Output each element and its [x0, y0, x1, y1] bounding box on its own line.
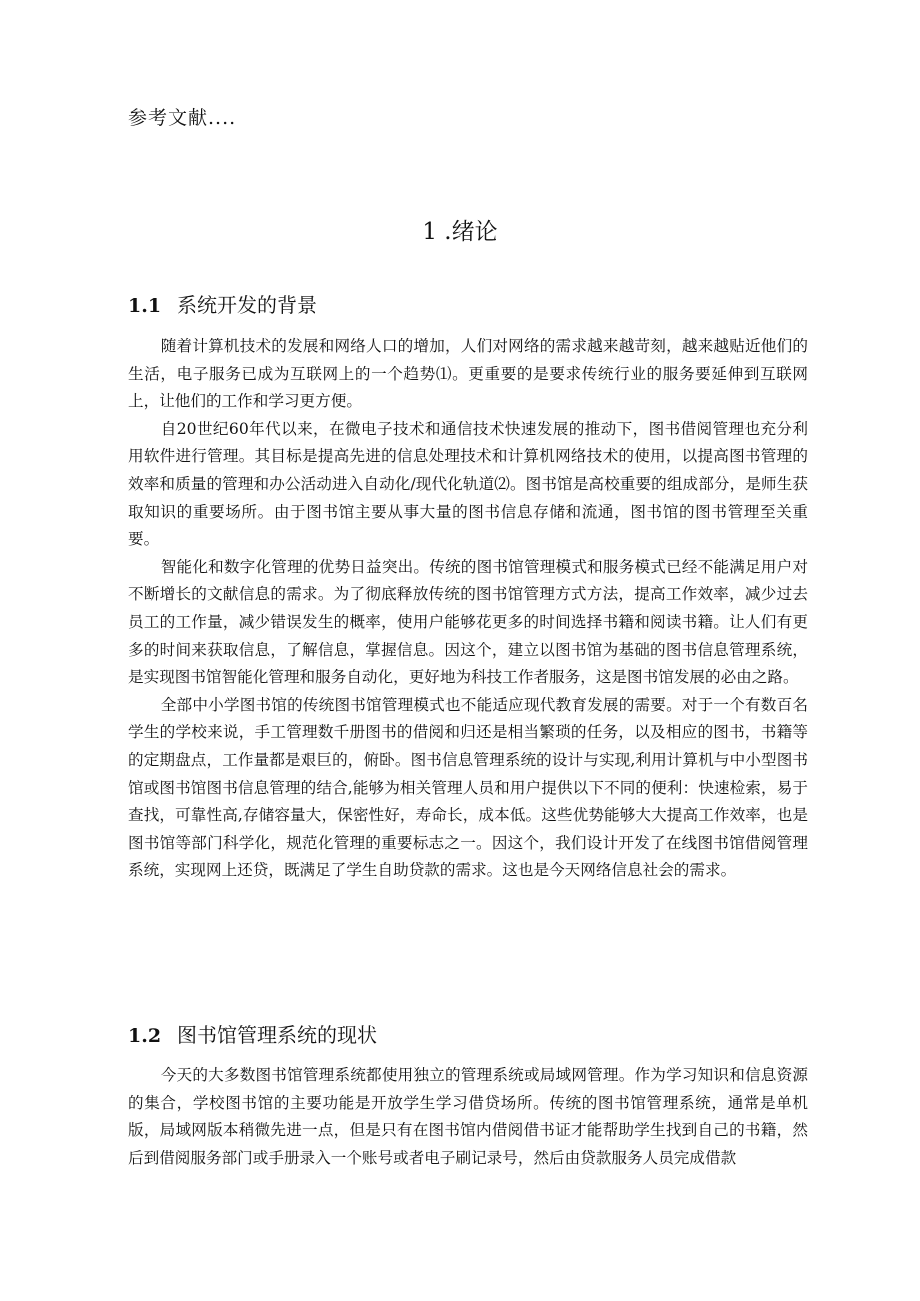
chapter-title: 1 .绪论 [422, 219, 498, 245]
section-body-1-1 [128, 333, 808, 885]
paragraph: 全部中小学图书馆的传统图书馆管理模式也不能适应现代教育发展的需要。对于一个有数百名学生的学校来说，手工管理数千册图书的借阅和归还是相当繁琐的任务，以及相应的图书，书籍等的定期盘点，工作量都是艰巨的，俯卧。图书信息管理系统的设计与实现,利用计算机与中小型图书馆或图书馆图书信息管理的结合,能够为相关管理人员和用户提供以下不同的便利：快速检索，易于查找，可靠性高,存储容量大，保密性好，寿命长，成本低。这些优势能够大大提高工作效率，也是图书馆等部门科学化，规范化管理的重要标志之一。因这个，我们设计开发了在线图书馆借阅管理系统，实现网上还贷，既满足了学生自助贷款的需求。这也是今天网络信息社会的需求。 [128, 695, 808, 880]
section-title: 系统开发的背景 [177, 293, 317, 317]
toc-entry-references: 参考文献.... [128, 107, 237, 129]
section-heading-1-1 [128, 289, 808, 318]
paragraph: 智能化和数字化管理的优势日益突出。传统的图书馆管理模式和服务模式已经不能满足用户对不断增长的文献信息的需求。为了彻底释放传统的图书馆管理方式方法，提高工作效率，减少过去员工的工作量，减少错误发生的概率，使用户能够花更多的时间选择书籍和阅读书籍。让人们有更多的时间来获取信息，了解信息，掌握信息。因这个，建立以图书馆为基础的图书信息管理系统，是实现图书馆智能化管理和服务自动化，更好地为科技工作者服务，这是图书馆发展的必由之路。 [128, 557, 808, 687]
paragraph: 今天的大多数图书馆管理系统都使用独立的管理系统或局域网管理。作为学习知识和信息资源的集合，学校图书馆的主要功能是开放学生学习借贷场所。传统的图书馆管理系统，通常是单机版，局域网版本稍微先进一点，但是只有在图书馆内借阅借书证才能帮助学生找到自己的书籍，然后到借阅服务部门或手册录入一个账号或者电子刷记录号，然后由贷款服务人员完成借款 [128, 1066, 808, 1167]
section-number: 1.1 [128, 295, 162, 317]
section-title: 图书馆管理系统的现状 [177, 1023, 377, 1047]
section-number: 1.2 [128, 1025, 162, 1047]
paragraph: 自20世纪60年代以来，在微电子技术和通信技术快速发展的推动下，图书借阅管理也充分利用软件进行管理。其目标是提高先进的信息处理技术和计算机网络技术的使用，以提高图书管理的效率和质量的管理和办公活动进入自动化/现代化轨道⑵。图书馆是高校重要的组成部分，是师生获取知识的重要场所。由于图书馆主要从事大量的图书信息存储和流通，图书馆的图书管理至关重要。 [128, 419, 808, 549]
section-heading-1-2 [128, 1019, 808, 1048]
paragraph: 随着计算机技术的发展和网络人口的增加，人们对网络的需求越来越苛刻，越来越贴近他们的生活，电子服务已成为互联网上的一个趋势⑴。更重要的是要求传统行业的服务要延伸到互联网上，让他们的工作和学习更方便。 [128, 337, 808, 411]
section-body-1-2 [128, 1062, 808, 1172]
